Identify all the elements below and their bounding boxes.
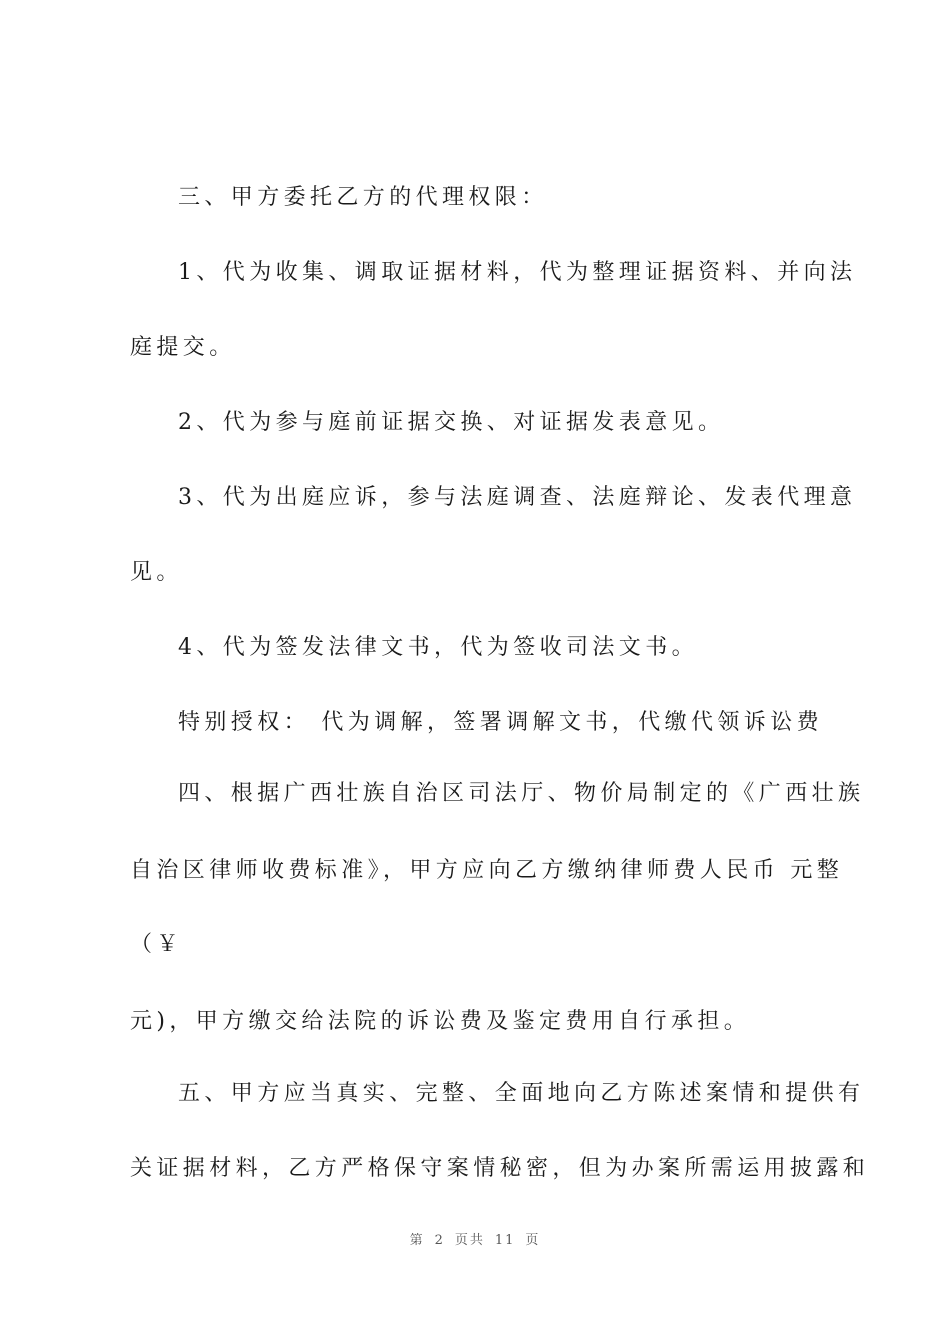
section-three-heading: 三、甲方委托乙方的代理权限： [178,185,548,210]
paragraph-line: 4、代为签发法律文书，代为签收司法文书。 [178,635,698,660]
total-pages-number: 11 [494,1233,516,1248]
paragraph-line: 见。 [130,560,183,585]
paragraph-line: （￥ [130,932,183,957]
paragraph-line: 庭提交。 [130,335,236,360]
footer-prefix: 第 [409,1233,425,1248]
paragraph-line: 关证据材料，乙方严格保守案情秘密，但为办案所需运用披露和 [130,1156,870,1181]
current-page-number: 2 [434,1233,445,1248]
section-four-line: 四、根据广西壮族自治区司法厅、物价局制定的《广西壮族 [178,781,865,806]
paragraph-line: 元)，甲方缴交给法院的诉讼费及鉴定费用自行承担。 [130,1009,751,1034]
page-footer [0,1229,950,1248]
special-authorization-line: 特别授权： 代为调解，签署调解文书，代缴代领诉讼费 [178,710,823,735]
footer-suffix: 页 [525,1233,541,1248]
footer-mid: 页共 [454,1233,485,1248]
paragraph-line: 3、代为出庭应诉，参与法庭调查、法庭辩论、发表代理意 [178,485,857,510]
paragraph-line: 自治区律师收费标准》，甲方应向乙方缴纳律师费人民币 元整 [130,858,844,883]
section-five-line: 五、甲方应当真实、完整、全面地向乙方陈述案情和提供有 [178,1081,865,1106]
paragraph-line: 1、代为收集、调取证据材料，代为整理证据资料、并向法 [178,260,857,285]
paragraph-line: 2、代为参与庭前证据交换、对证据发表意见。 [178,410,725,435]
